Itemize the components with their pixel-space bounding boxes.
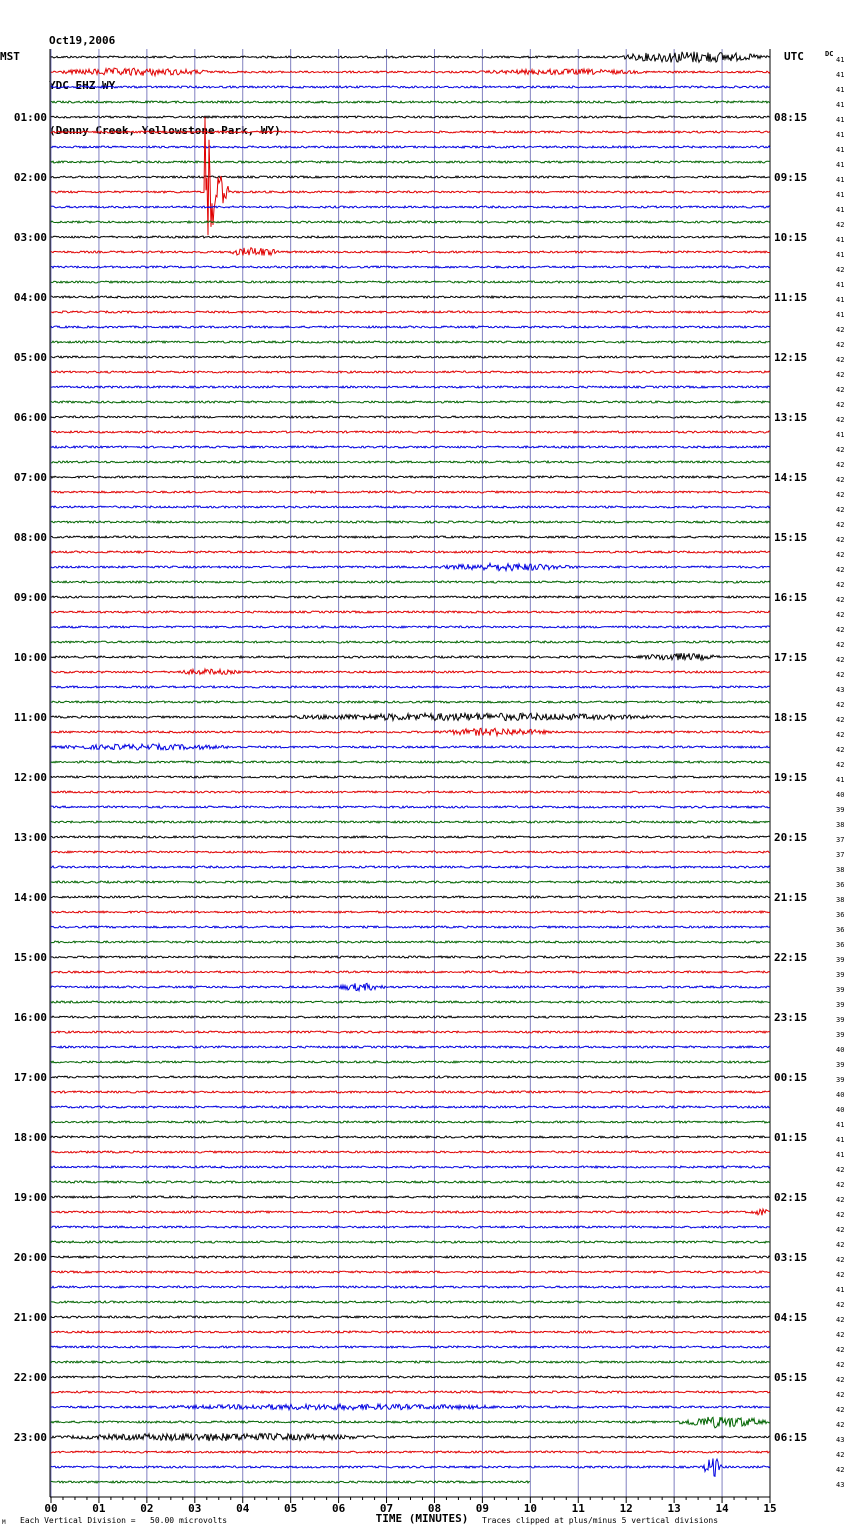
dc-offset-value: 42 (836, 476, 845, 484)
seismic-trace (51, 521, 770, 523)
right-hour-label: 18:15 (774, 711, 808, 724)
dc-offset-value: 41 (836, 176, 845, 184)
seismic-trace (51, 1376, 770, 1378)
x-tick-label: 03 (188, 1502, 202, 1515)
x-tick-label: 01 (92, 1502, 106, 1515)
dc-offset-value: 41 (836, 206, 845, 214)
dc-offset-value: 41 (836, 1151, 845, 1159)
seismic-trace (51, 881, 770, 883)
dc-offset-value: 36 (836, 926, 845, 934)
seismic-trace (51, 131, 770, 133)
seismic-trace (51, 1226, 770, 1228)
seismic-trace (51, 248, 770, 256)
dc-offset-value: 41 (836, 56, 845, 64)
left-hour-label: 14:00 (13, 891, 47, 904)
seismic-trace (51, 1391, 770, 1393)
seismic-trace (51, 806, 770, 808)
seismic-trace (51, 161, 770, 163)
seismic-trace (51, 206, 770, 208)
seismic-trace (51, 791, 770, 793)
dc-offset-value: 42 (836, 1451, 845, 1459)
left-hour-label: 17:00 (13, 1071, 47, 1084)
seismic-trace (51, 341, 770, 343)
left-hour-label: 13:00 (13, 831, 47, 844)
dc-offset-value: 40 (836, 1046, 845, 1054)
seismic-trace (51, 776, 770, 778)
dc-offset-value: 39 (836, 986, 845, 994)
seismic-trace (51, 1331, 770, 1333)
dc-offset-value: 39 (836, 806, 845, 814)
dc-offset-value: 42 (836, 386, 845, 394)
dc-offset-value: 41 (836, 776, 845, 784)
dc-offset-value: 39 (836, 1076, 845, 1084)
dc-offset-value: 42 (836, 506, 845, 514)
x-tick-label: 05 (284, 1502, 298, 1515)
dc-offset-value: 37 (836, 836, 845, 844)
x-tick-label: 08 (427, 1502, 442, 1515)
seismic-trace (51, 926, 770, 928)
right-hour-label: 06:15 (774, 1431, 808, 1444)
left-hour-label: 08:00 (13, 531, 47, 544)
seismic-trace (51, 983, 770, 990)
left-hour-label: 01:00 (13, 111, 47, 124)
dc-offset-value: 38 (836, 866, 845, 874)
dc-offset-value: 42 (836, 446, 845, 454)
seismic-trace (51, 728, 770, 735)
dc-offset-value: 43 (836, 1481, 845, 1489)
seismic-trace (51, 371, 770, 373)
seismic-trace (51, 941, 770, 943)
dc-offset-value: 42 (836, 1346, 845, 1354)
dc-offset-value: 41 (836, 281, 845, 289)
dc-offset-value: 41 (836, 1121, 845, 1129)
seismic-trace (51, 221, 770, 223)
seismic-trace (51, 1076, 770, 1078)
seismic-trace (51, 911, 770, 913)
seismic-trace (51, 701, 770, 703)
dc-offset-value: 42 (836, 1406, 845, 1414)
x-tick-label: 12 (619, 1502, 633, 1515)
seismic-trace (51, 596, 770, 598)
dc-offset-value: 42 (836, 1241, 845, 1249)
header-station: YDC EHZ WY (49, 79, 116, 92)
dc-offset-value: 38 (836, 896, 845, 904)
dc-offset-value: 42 (836, 566, 845, 574)
left-hour-label: 10:00 (13, 651, 47, 664)
seismic-trace (51, 611, 770, 613)
seismic-trace (51, 116, 770, 118)
header-location: (Denny Creek, Yellowstone Park, WY) (49, 124, 281, 137)
dc-offset-value: 42 (836, 1316, 845, 1324)
dc-offset-value: 41 (836, 71, 845, 79)
dc-offset-value: 36 (836, 911, 845, 919)
right-hour-label: 03:15 (774, 1251, 808, 1264)
x-tick-label: 14 (715, 1502, 729, 1515)
seismic-trace (51, 896, 770, 898)
seismic-trace (51, 506, 770, 508)
seismic-trace (51, 52, 770, 63)
dc-offset-value: 43 (836, 1436, 845, 1444)
seismic-trace (51, 176, 770, 178)
right-hour-label: 15:15 (774, 531, 808, 544)
seismic-trace (51, 1346, 770, 1348)
seismic-trace (51, 551, 770, 553)
right-hour-label: 08:15 (774, 111, 808, 124)
x-tick-label: 13 (667, 1502, 681, 1515)
x-tick-label: 06 (331, 1502, 346, 1515)
dc-offset-value: 43 (836, 686, 845, 694)
left-hour-label: 19:00 (13, 1191, 47, 1204)
seismic-trace (51, 68, 770, 75)
seismic-trace (51, 1209, 770, 1215)
dc-offset-value: 40 (836, 1106, 845, 1114)
dc-offset-value: 42 (836, 671, 845, 679)
right-hour-label: 13:15 (774, 411, 808, 424)
seismic-trace (51, 971, 770, 973)
seismic-trace (51, 1196, 770, 1198)
seismic-trace (51, 86, 770, 88)
seismic-trace (51, 1106, 770, 1108)
dc-offset-value: 42 (836, 716, 845, 724)
dc-offset-value: 42 (836, 341, 845, 349)
seismic-trace (51, 821, 770, 823)
dc-offset-value: 39 (836, 971, 845, 979)
footer-corner-mark: M (2, 1519, 6, 1526)
dc-offset-value: 41 (836, 296, 845, 304)
dc-offset-value: 42 (836, 701, 845, 709)
seismic-trace (51, 461, 770, 463)
seismic-trace (51, 866, 770, 868)
left-hour-label: 23:00 (13, 1431, 47, 1444)
left-hour-label: 02:00 (13, 171, 47, 184)
seismic-trace (51, 1046, 770, 1048)
seismic-trace (51, 1016, 770, 1018)
dc-offset-value: 42 (836, 551, 845, 559)
seismic-trace (51, 1001, 770, 1003)
dc-offset-value: 39 (836, 1001, 845, 1009)
seismic-trace (51, 1286, 770, 1288)
dc-offset-value: 42 (836, 1181, 845, 1189)
seismic-trace (51, 1256, 770, 1258)
right-hour-label: 11:15 (774, 291, 808, 304)
seismic-trace (51, 626, 770, 628)
seismic-trace (51, 1136, 770, 1138)
left-hour-label: 11:00 (13, 711, 47, 724)
dc-offset-value: 42 (836, 461, 845, 469)
dc-offset-value: 41 (836, 191, 845, 199)
seismic-trace (51, 281, 770, 283)
right-timezone: UTC (784, 50, 804, 63)
seismic-trace (51, 1061, 770, 1063)
dc-offset-value: 42 (836, 1271, 845, 1279)
left-hour-label: 09:00 (13, 591, 47, 604)
dc-offset-value: 41 (836, 146, 845, 154)
dc-offset-value: 41 (836, 101, 845, 109)
dc-offset-value: 42 (836, 1256, 845, 1264)
seismic-trace (51, 761, 770, 763)
dc-offset-value: 42 (836, 1301, 845, 1309)
dc-offset-value: 42 (836, 491, 845, 499)
x-axis-title: TIME (MINUTES) (375, 1512, 469, 1525)
seismic-trace (51, 1361, 770, 1363)
seismic-trace (51, 236, 770, 238)
seismic-trace (51, 431, 770, 433)
dc-offset-value: 40 (836, 1091, 845, 1099)
dc-offset-value: 41 (836, 1286, 845, 1294)
dc-offset-value: 41 (836, 86, 845, 94)
left-hour-label: 16:00 (13, 1011, 47, 1024)
dc-offset-value: 41 (836, 1136, 845, 1144)
seismic-trace (51, 1301, 770, 1303)
seismic-trace (51, 401, 770, 403)
seismic-trace (51, 744, 770, 750)
dc-offset-value: 42 (836, 1196, 845, 1204)
dc-offset-value: 41 (836, 311, 845, 319)
dc-offset-value: 42 (836, 356, 845, 364)
right-hour-label: 02:15 (774, 1191, 808, 1204)
seismic-trace (51, 491, 770, 493)
dc-offset-value: 41 (836, 236, 845, 244)
seismic-trace (51, 476, 770, 478)
left-timezone: MST (0, 50, 20, 63)
x-tick-label: 04 (236, 1502, 250, 1515)
dc-offset-value: 39 (836, 1061, 845, 1069)
dc-offset-value: 40 (836, 791, 845, 799)
left-hour-label: 15:00 (13, 951, 47, 964)
seismic-trace (51, 563, 770, 570)
seismic-trace (51, 446, 770, 448)
seismic-trace (51, 641, 770, 643)
right-hour-label: 17:15 (774, 651, 808, 664)
seismic-trace (51, 1459, 770, 1477)
x-tick-label: 09 (475, 1502, 490, 1515)
x-tick-label: 11 (571, 1502, 585, 1515)
seismic-trace (51, 956, 770, 958)
dc-offset-value: 42 (836, 416, 845, 424)
dc-offset-value: 42 (836, 221, 845, 229)
dc-offset-value: 42 (836, 626, 845, 634)
left-hour-label: 20:00 (13, 1251, 47, 1264)
dc-offset-value: 42 (836, 731, 845, 739)
left-hour-label: 18:00 (13, 1131, 47, 1144)
right-hour-label: 16:15 (774, 591, 808, 604)
right-hour-label: 10:15 (774, 231, 808, 244)
dc-offset-value: 41 (836, 431, 845, 439)
dc-offset-value: 42 (836, 401, 845, 409)
dc-offset-value: 42 (836, 1391, 845, 1399)
seismic-trace (51, 536, 770, 538)
seismic-trace (51, 146, 770, 148)
x-tick-label: 15 (763, 1502, 777, 1515)
seismic-trace (51, 1241, 770, 1243)
x-tick-label: 00 (44, 1502, 58, 1515)
dc-offset-value: 36 (836, 881, 845, 889)
right-hour-label: 01:15 (774, 1131, 808, 1144)
seismic-trace (51, 1151, 770, 1153)
dc-offset-value: 41 (836, 131, 845, 139)
dc-offset-value: 42 (836, 266, 845, 274)
seismic-trace (51, 356, 770, 358)
seismic-trace (51, 386, 770, 388)
seismic-trace (51, 1433, 770, 1441)
header-date: Oct19,2006 (49, 34, 116, 47)
dc-offset-value: 41 (836, 251, 845, 259)
dc-offset-value: 39 (836, 1031, 845, 1039)
seismic-trace (51, 266, 770, 268)
left-hour-label: 06:00 (13, 411, 47, 424)
dc-offset-value: 42 (836, 1211, 845, 1219)
dc-offset-value: 42 (836, 536, 845, 544)
seismic-trace (51, 1031, 770, 1033)
dc-offset-value: 42 (836, 746, 845, 754)
seismic-trace (51, 1451, 770, 1453)
seismic-trace (51, 296, 770, 298)
dc-offset-value: 38 (836, 821, 845, 829)
seismic-trace (51, 836, 770, 838)
footer-scale: Each Vertical Division = 50.00 microvolts (20, 1516, 228, 1525)
seismic-trace (51, 101, 770, 103)
dc-offset-value: 42 (836, 371, 845, 379)
dc-offset-value: 42 (836, 611, 845, 619)
dc-offset-value: 39 (836, 1016, 845, 1024)
dc-offset-value: 42 (836, 1376, 845, 1384)
dc-offset-value: 42 (836, 1166, 845, 1174)
x-tick-label: 07 (379, 1502, 394, 1515)
dc-offset-value: 42 (836, 1331, 845, 1339)
dc-offset-value: 42 (836, 326, 845, 334)
x-tick-label: 10 (523, 1502, 537, 1515)
left-hour-label: 12:00 (13, 771, 47, 784)
seismic-trace (51, 686, 770, 688)
dc-offset-value: 42 (836, 596, 845, 604)
seismic-trace (51, 653, 770, 660)
right-hour-label: 23:15 (774, 1011, 808, 1024)
right-hour-label: 04:15 (774, 1311, 808, 1324)
seismic-trace (51, 1271, 770, 1273)
right-hour-label: 19:15 (774, 771, 808, 784)
dc-offset-value: 42 (836, 1226, 845, 1234)
left-hour-label: 22:00 (13, 1371, 47, 1384)
seismic-trace (51, 311, 770, 313)
dc-offset-value: 42 (836, 1361, 845, 1369)
seismic-trace (51, 1166, 770, 1168)
seismic-trace (51, 1316, 770, 1318)
seismic-trace (51, 1121, 770, 1123)
left-hour-label: 05:00 (13, 351, 47, 364)
dc-offset-value: 42 (836, 656, 845, 664)
seismic-trace (51, 1091, 770, 1093)
left-hour-label: 21:00 (13, 1311, 47, 1324)
dc-offset-value: 39 (836, 956, 845, 964)
left-hour-label: 03:00 (13, 231, 47, 244)
x-tick-label: 02 (140, 1502, 154, 1515)
dc-offset-value: 42 (836, 641, 845, 649)
dc-offset-value: 41 (836, 116, 845, 124)
right-hour-label: 00:15 (774, 1071, 808, 1084)
seismic-trace (51, 713, 770, 720)
seismic-trace (51, 1404, 770, 1410)
dc-offset-value: 42 (836, 1421, 845, 1429)
seismic-trace (51, 669, 770, 674)
right-hour-label: 20:15 (774, 831, 808, 844)
dc-offset-value: 42 (836, 521, 845, 529)
dc-offset-value: 41 (836, 161, 845, 169)
dc-offset-value: 42 (836, 581, 845, 589)
seismic-trace (51, 1181, 770, 1183)
right-hour-label: 21:15 (774, 891, 808, 904)
dc-offset-value: 42 (836, 761, 845, 769)
footer-clip: Traces clipped at plus/minus 5 vertical divisions (482, 1516, 719, 1525)
dc-offset-value: 37 (836, 851, 845, 859)
right-hour-label: 09:15 (774, 171, 808, 184)
seismic-trace (51, 326, 770, 328)
left-hour-label: 04:00 (13, 291, 47, 304)
seismic-trace (51, 851, 770, 853)
dc-offset-value: 42 (836, 1466, 845, 1474)
dc-label: DC (825, 50, 834, 58)
right-hour-label: 14:15 (774, 471, 808, 484)
seismic-trace (51, 1417, 770, 1428)
seismic-trace (51, 581, 770, 583)
left-hour-label: 07:00 (13, 471, 47, 484)
right-hour-label: 22:15 (774, 951, 808, 964)
dc-offset-value: 36 (836, 941, 845, 949)
seismic-trace (51, 416, 770, 418)
right-hour-label: 05:15 (774, 1371, 808, 1384)
right-hour-label: 12:15 (774, 351, 808, 364)
